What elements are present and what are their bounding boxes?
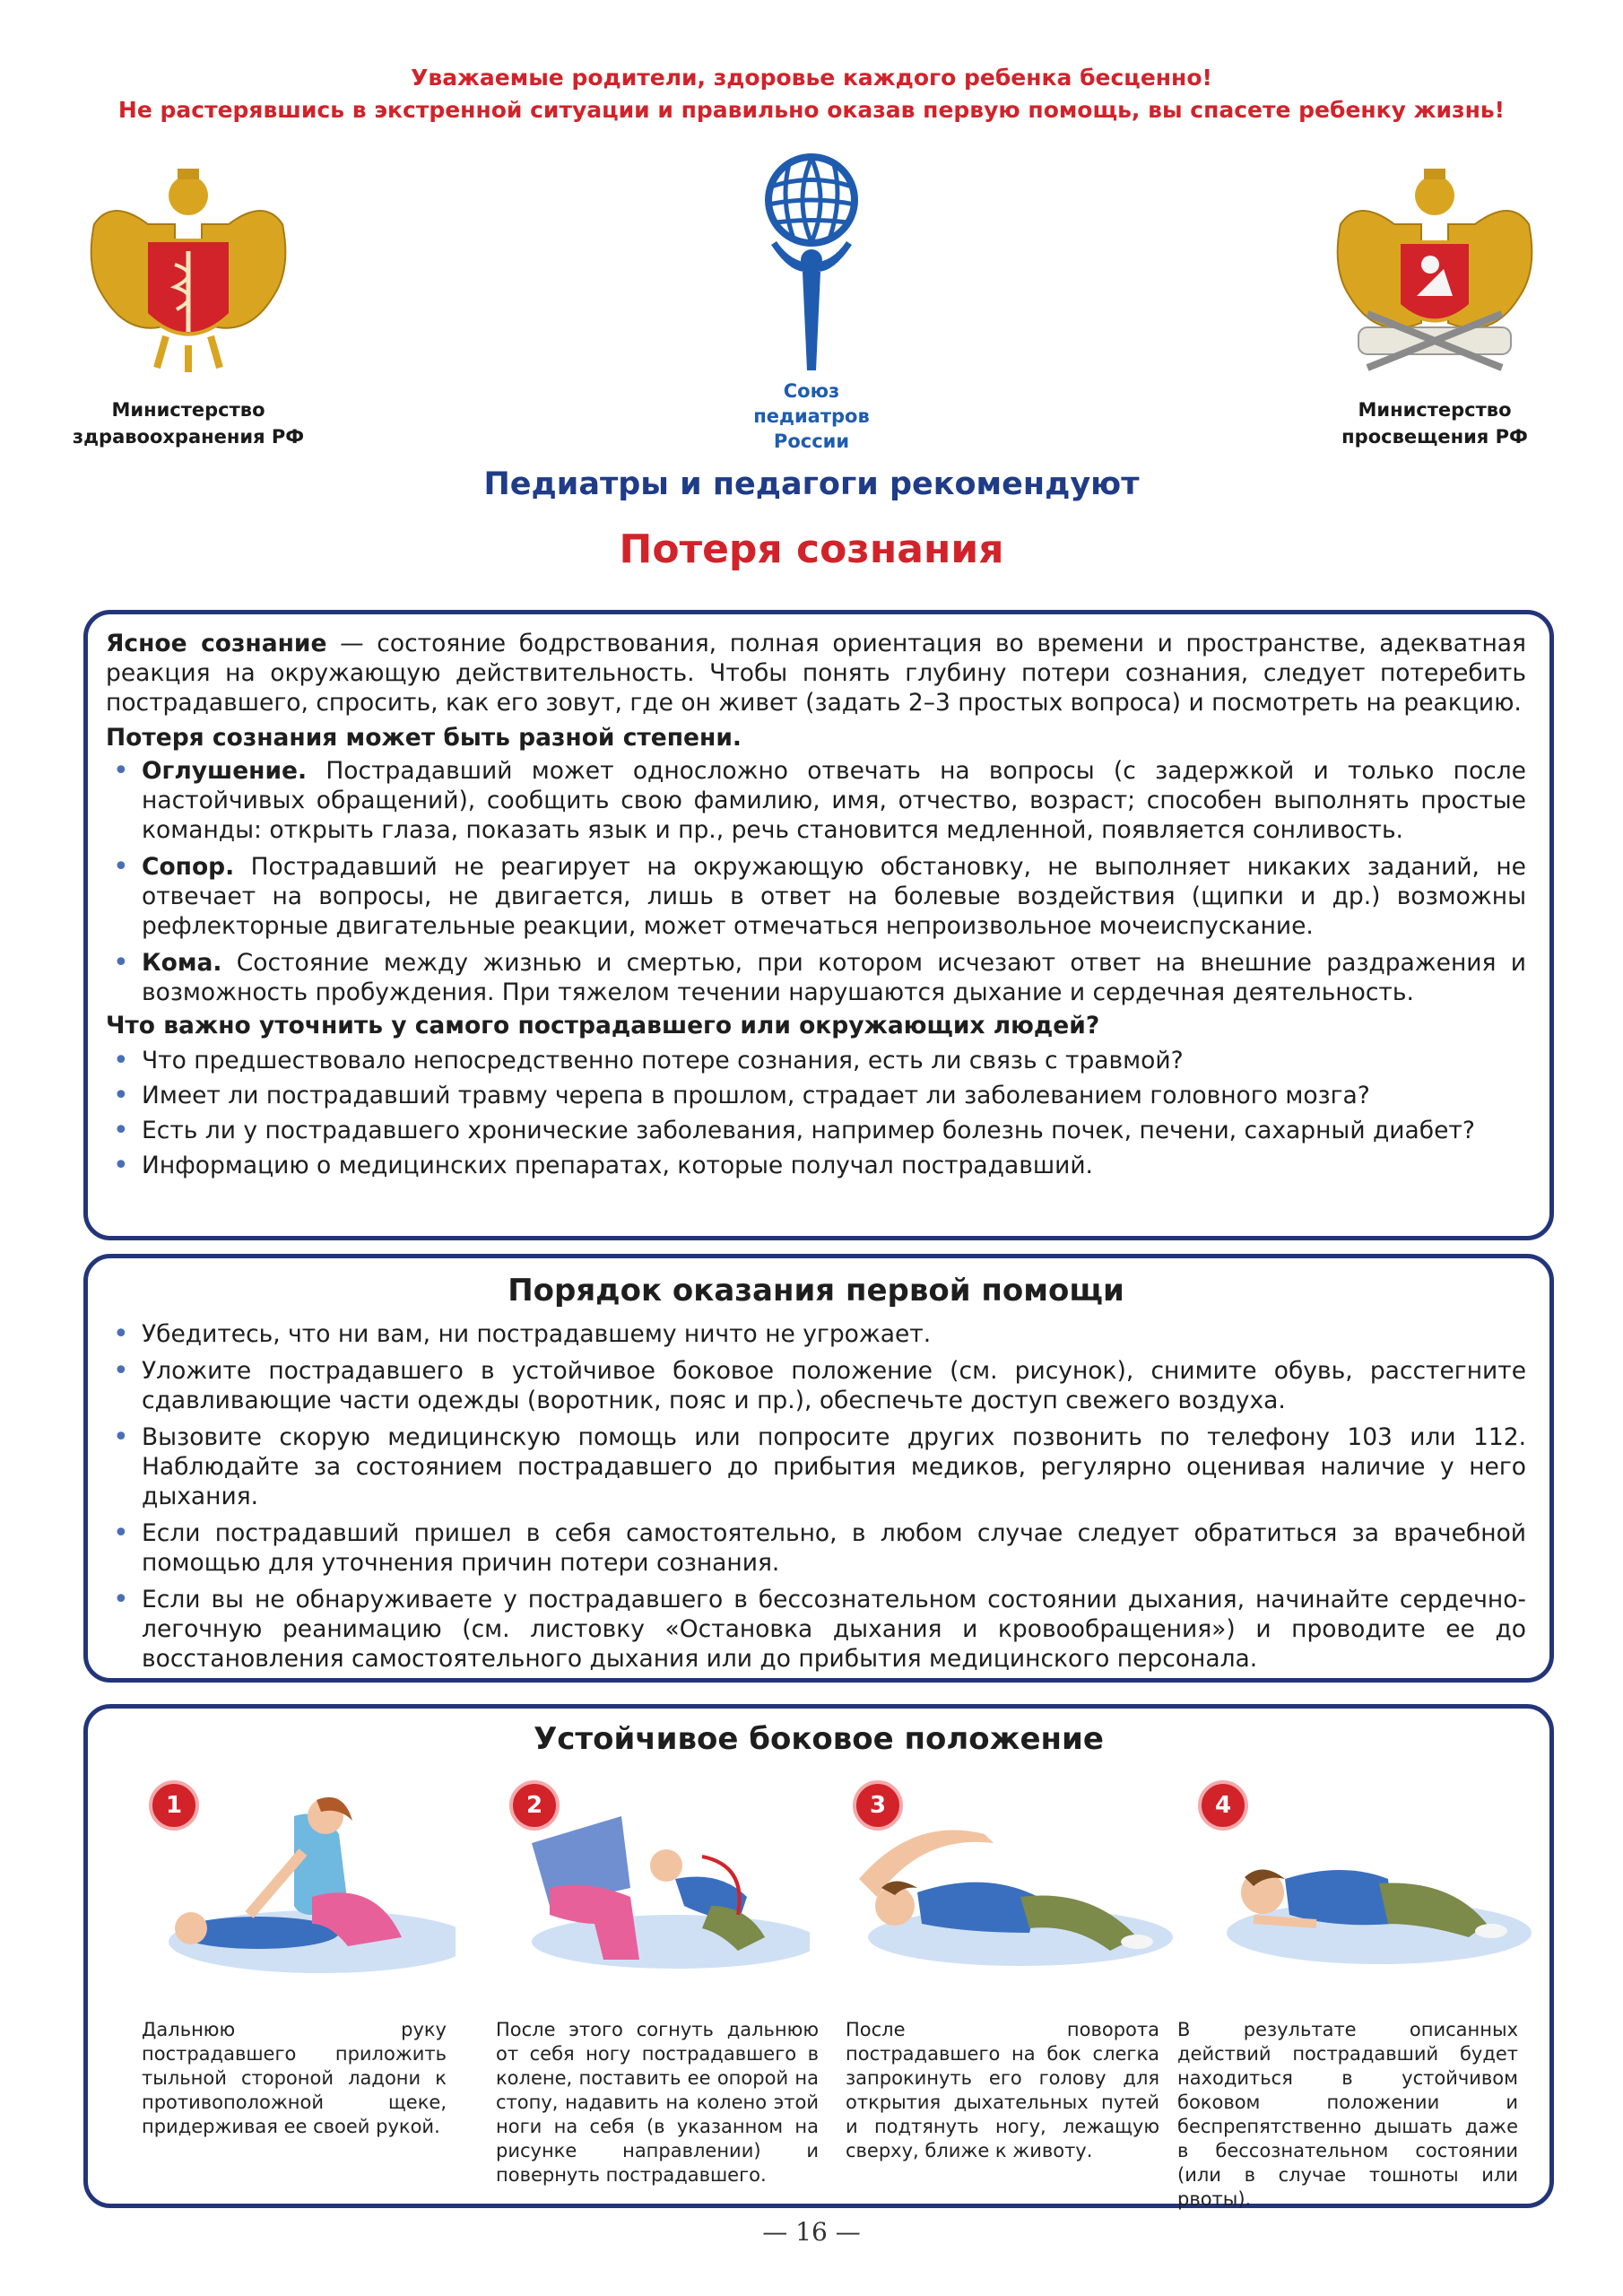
list-item: • Есть ли у пострадавшего хронические заболевания, например болезнь почек, печени, сахарный диабет?	[106, 1116, 1526, 1145]
page-subtitle: Педиатры и педагоги рекомендуют	[483, 466, 1140, 502]
list-item: • Имеет ли пострадавший травму черепа в прошлом, страдает ли заболеванием головного мозга?	[106, 1081, 1526, 1110]
list-item: • Если пострадавший пришел в себя самостоятельно, в любом случае следует обратиться за врачебной помощью для уточнения причин потери сознания.	[106, 1518, 1526, 1578]
clear-consciousness-paragraph	[106, 629, 1526, 718]
degree-term: Кома.	[142, 949, 222, 977]
step-badge-4: 4	[1198, 1780, 1248, 1831]
recovery-caption-4: В результате описанных действий пострадавший будет находиться в устойчивом боковом положении и беспрепятственно дышать даже в бессознательном состоянии (или в случае тошноты или рвоты).	[1177, 2019, 1518, 2210]
list-item	[106, 756, 1526, 845]
list-item	[106, 948, 1526, 1007]
page-number: — 16 —	[762, 2217, 861, 2247]
recovery-caption-2: После этого согнуть дальнюю от себя ногу пострадавшего в колене, поставить ее опорой на стопу, надавить на колено этой ноги на себя (в указанном на рисунке направлении) и повернуть пострадавшего.	[496, 2019, 819, 2186]
step-badge-1: 1	[149, 1780, 199, 1831]
health-ministry-emblem	[76, 161, 300, 377]
degree-text: Состояние между жизнью и смертью, при котором исчезают ответ на внешние раздражения и возможность пробуждения. При тяжелом течении нарушаются дыхание и сердечная деятельность.	[142, 949, 1526, 1006]
left-org-line-1: Министерство	[111, 399, 265, 421]
right-org-label	[1300, 396, 1569, 450]
right-org-line-2: просвещения РФ	[1341, 426, 1528, 448]
clear-consciousness-text: — состояние бодрствования, полная ориентация во времени и пространстве, адекватная реакция на окружающую действительность. Чтобы понять глубину потери сознания, следует потеребить пострадавшего, спросить, как его зовут, где он живет (задать 2–3 простых вопроса) и посмотреть на реакцию.	[106, 630, 1526, 717]
list-item: • Информацию о медицинских препаратах, которые получал пострадавший.	[106, 1151, 1526, 1180]
right-org-line-1: Министерство	[1358, 399, 1512, 421]
first-aid-section	[83, 1254, 1554, 1683]
step-badge-3: 3	[853, 1780, 903, 1831]
education-ministry-emblem	[1323, 161, 1547, 377]
recovery-title: Устойчивое боковое положение	[534, 1721, 1104, 1757]
intro-line-2: Не растерявшись в экстренной ситуации и правильно оказав первую помощь, вы спасете ребенку жизнь!	[117, 97, 1506, 123]
left-org-label	[54, 396, 323, 450]
clear-consciousness-term: Ясное сознание	[106, 630, 327, 657]
degrees-list	[106, 756, 1526, 1007]
questions-list	[106, 1046, 1526, 1180]
center-org-line-1: Союз	[783, 380, 840, 402]
center-org-label	[722, 378, 901, 454]
degrees-heading: Потеря сознания может быть разной степени.	[106, 724, 742, 752]
degree-text: Пострадавший не реагирует на окружающую обстановку, не выполняет никаких заданий, не отвечает на вопросы, не двигается, лишь в ответ на болевые воздействия (щипки и др.) возможны рефлекторные двигательные реакции, может отмечаться непроизвольное мочеиспускание.	[142, 853, 1526, 940]
list-item: • Вызовите скорую медицинскую помощь или попросите других позвонить по телефону 103 или 112. Наблюдайте за состоянием пострадавшего до прибытия медиков, регулярно оценивая наличие у него дыхания.	[106, 1422, 1526, 1511]
recovery-caption-3: После поворота пострадавшего на бок слегка запрокинуть его голову для открытия дыхательных путей и подтянуть ногу, лежащую сверху, ближе к животу.	[846, 2019, 1159, 2161]
center-org-line-2: педиатров	[753, 405, 870, 427]
page-title: Потеря сознания	[619, 526, 1004, 572]
list-item: • Убедитесь, что ни вам, ни пострадавшему ничто не угрожает.	[106, 1319, 1526, 1349]
questions-heading: Что важно уточнить у самого пострадавшего или окружающих людей?	[106, 1012, 1100, 1039]
list-item	[106, 852, 1526, 941]
recovery-illustration-4	[1200, 1780, 1532, 1978]
center-org-line-3: России	[773, 430, 850, 452]
degree-text: Пострадавший может односложно отвечать на вопросы (с задержкой и только после настойчивых обращений), сообщить свою фамилию, имя, отчество, возраст; способен выполнять простые команды: открыть глаза, показать язык и пр., речь становится медленной, появляется сонливость.	[142, 757, 1526, 844]
degree-term: Сопор.	[142, 853, 235, 881]
list-item: • Что предшествовало непосредственно потере сознания, есть ли связь с травмой?	[106, 1046, 1526, 1075]
first-aid-title: Порядок оказания первой помощи	[508, 1273, 1124, 1309]
list-item: • Уложите пострадавшего в устойчивое боковое положение (см. рисунок), снимите обувь, расстегните сдавливающие части одежды (воротник, пояс и пр.), обеспечьте доступ свежего воздуха.	[106, 1356, 1526, 1415]
first-aid-steps	[106, 1319, 1526, 1674]
consciousness-section	[83, 610, 1554, 1240]
recovery-caption-1: Дальнюю руку пострадавшего приложить тыльной стороной ладони к противоположной щеке, придерживая ее своей рукой.	[142, 2019, 447, 2137]
left-org-line-2: здравоохранения РФ	[72, 426, 305, 448]
recovery-position-section	[83, 1704, 1554, 2208]
intro-line-1: Уважаемые родители, здоровье каждого ребенка бесценно!	[411, 65, 1212, 91]
degree-term: Оглушение.	[142, 757, 308, 785]
list-item: • Если вы не обнаруживаете у пострадавшего в бессознательном состоянии дыхания, начинайте сердечно-легочную реанимацию (см. листовку «Остановка дыхания и кровообращения») и проводите ее до восстановления самостоятельного дыхания или до прибытия медицинского персонала.	[106, 1585, 1526, 1674]
step-badge-2: 2	[509, 1780, 560, 1831]
pediatricians-union-logo	[753, 151, 870, 375]
